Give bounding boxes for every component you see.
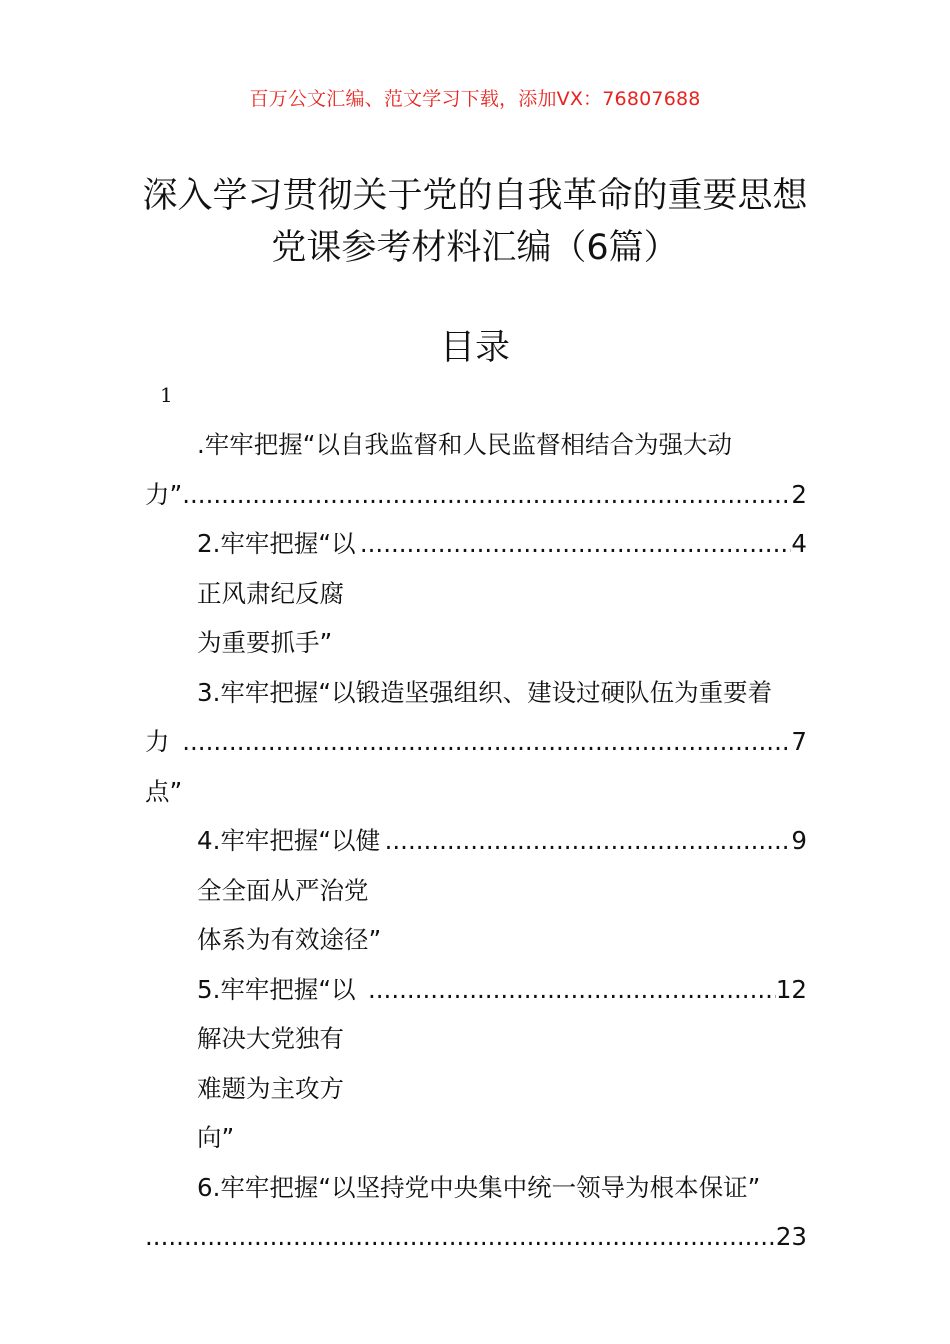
toc-entry-3-title: 3.牢牢把握“以锻造坚强组织、建设过硬队伍为重要着 xyxy=(197,677,773,707)
document-title: 深入学习贯彻关于党的自我革命的重要思想党课参考材料汇编（6篇） xyxy=(142,176,808,268)
toc-leader-dots xyxy=(360,519,792,569)
toc-leader-dots xyxy=(145,1212,776,1262)
toc-entry-3-title-cont: 力点” xyxy=(145,727,183,806)
toc-entry-1-title: .牢牢把握“以自我监督和人民监督相结合为强大动 xyxy=(197,430,732,459)
toc-leader-dots xyxy=(385,816,792,866)
toc-entry-1-title-cont: 力” xyxy=(145,479,183,509)
toc-entry-1-page: 2 xyxy=(791,479,807,509)
toc-entry-6-continuation xyxy=(145,1212,807,1262)
toc-leader-dots xyxy=(368,965,776,1015)
toc-entry-4[interactable] xyxy=(145,816,807,965)
toc-entry-2-page: 4 xyxy=(791,529,807,558)
toc-entry-5-page: 12 xyxy=(775,974,807,1004)
toc-entry-3[interactable] xyxy=(145,668,807,817)
toc-heading: 目录 xyxy=(439,328,510,368)
toc-entry-3-page: 7 xyxy=(791,727,807,756)
toc-entry-6[interactable] xyxy=(145,1163,807,1262)
toc-entry-6-page: 23 xyxy=(775,1222,807,1251)
table-of-contents xyxy=(145,420,807,1262)
toc-leader-dots xyxy=(182,470,791,520)
toc-entry-5-title: 5.牢牢把握“以解决大党独有难题为主攻方向” xyxy=(197,974,356,1152)
toc-entry-1[interactable] xyxy=(145,420,807,519)
toc-entry-2-line xyxy=(145,519,807,668)
toc-entry-6-title: 6.牢牢把握“以坚持党中央集中统一领导为根本保证” xyxy=(197,1172,761,1202)
toc-entry-2[interactable] xyxy=(145,519,807,668)
toc-leader-dots xyxy=(182,717,791,767)
toc-entry-1-continuation xyxy=(145,470,807,520)
toc-entry-4-line xyxy=(145,816,807,965)
toc-entry-4-page: 9 xyxy=(791,826,807,855)
toc-entry-3-continuation xyxy=(145,717,807,816)
toc-entry-2-title: 2.牢牢把握“以正风肃纪反腐为重要抓手” xyxy=(197,529,356,657)
toc-number-marker: 1 xyxy=(160,383,173,407)
toc-entry-4-title: 4.牢牢把握“以健全全面从严治党体系为有效途径” xyxy=(197,826,382,954)
toc-entry-5[interactable] xyxy=(145,965,807,1163)
header-watermark-note: 百万公文汇编、范文学习下载，添加VX：76807688 xyxy=(249,88,701,110)
toc-entry-5-line xyxy=(145,965,807,1163)
